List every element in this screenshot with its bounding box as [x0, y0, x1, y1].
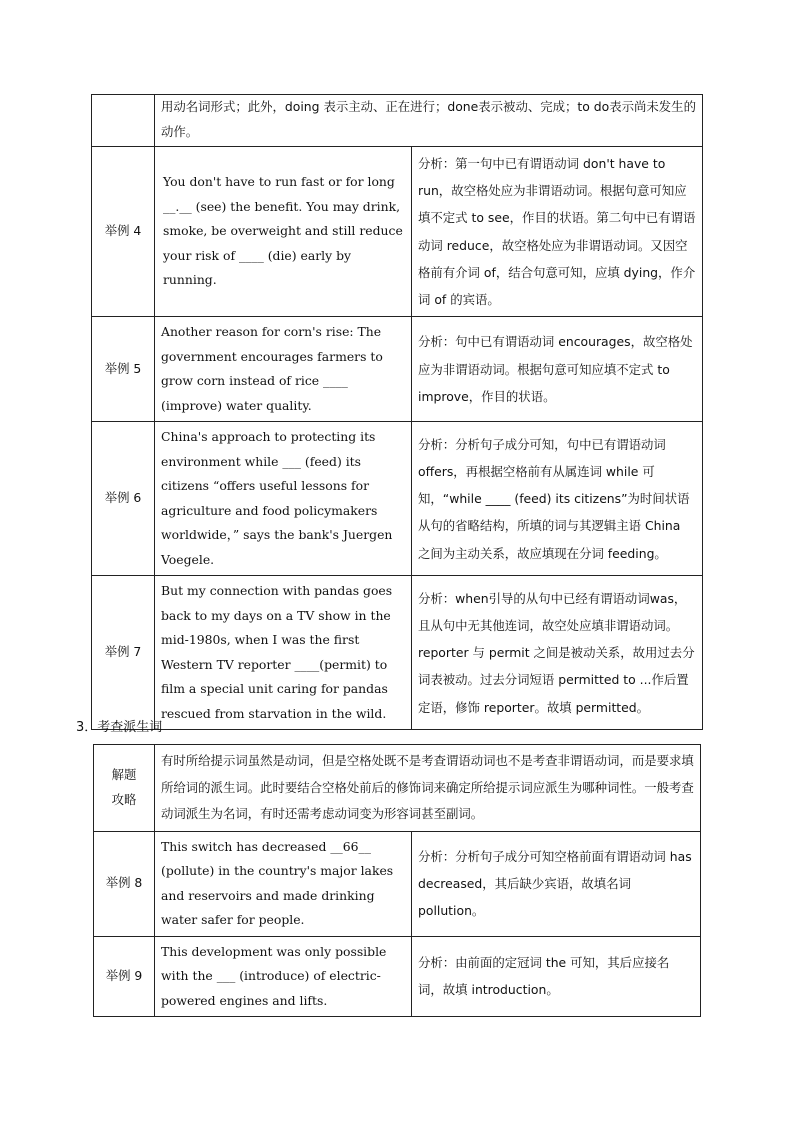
strategy-label: 解题攻略 [94, 745, 155, 832]
derivative-word-table [93, 744, 701, 1017]
table-row [92, 422, 703, 576]
example-analysis: 分析：分析句子成分可知空格前面有谓语动词 has decreased，其后缺少宾语，故填名词 pollution。 [412, 831, 701, 936]
example-analysis: 分析：第一句中已有谓语动词 don't have to run，故空格处应为非谓语动词。根据句意可知应填不定式 to see，作目的状语。第二句中已有谓语动词 reduce，故空格处应为非谓语动词。又因空格前有介词 of，结合句意可知，应填 dying，作介词 of 的宾语。 [412, 147, 703, 317]
example-label: 举例 6 [92, 422, 155, 576]
example-analysis: 分析：由前面的定冠词 the 可知，其后应接名词，故填 introduction。 [412, 936, 701, 1017]
example-sentence: China's approach to protecting its environment while ___ (feed) its citizens “offers useful lessons for agriculture and food policymakers worldwide，” says the bank's Juergen Voegele. [155, 422, 412, 576]
strategy-text: 有时所给提示词虽然是动词，但是空格处既不是考查谓语动词也不是考查非谓语动词，而是要求填所给词的派生词。此时要结合空格处前后的修饰词来确定所给提示词应派生为哪种词性。一般考查动词派生为名词，有时还需考虑动词变为形容词甚至副词。 [155, 745, 701, 832]
example-analysis: 分析：when引导的从句中已经有谓语动词was，且从句中无其他连词，故空处应填非谓语动词。reporter 与 permit 之间是被动关系，故用过去分词表被动。过去分词短语 permitted to ...作后置定语，修饰 reporter。故填 permitted。 [412, 576, 703, 730]
table-row [94, 831, 701, 936]
example-label: 举例 9 [94, 936, 155, 1017]
table-row [94, 936, 701, 1017]
table-row [92, 576, 703, 730]
table-row [92, 147, 703, 317]
example-sentence: This development was only possible with the ___ (introduce) of electric-powered engines and lifts. [155, 936, 412, 1017]
example-label: 举例 4 [92, 147, 155, 317]
example-label: 举例 8 [94, 831, 155, 936]
example-analysis: 分析：句中已有谓语动词 encourages，故空格处应为非谓语动词。根据句意可知应填不定式 to improve，作目的状语。 [412, 317, 703, 422]
example-sentence: Another reason for corn's rise: The government encourages farmers to grow corn instead of rice ____ (improve) water quality. [155, 317, 412, 422]
example-sentence: You don't have to run fast or for long __.__ (see) the benefit. You may drink, smoke, be overweight and still reduce your risk of ____ (die) early by running. [155, 147, 412, 317]
example-sentence: This switch has decreased __66__ (pollute) in the country's major lakes and reservoirs and made drinking water safer for people. [155, 831, 412, 936]
example-label: 举例 7 [92, 576, 155, 730]
example-label: 举例 5 [92, 317, 155, 422]
example-analysis: 分析：分析句子成分可知，句中已有谓语动词 offers，再根据空格前有从属连词 while 可知，“while ____ (feed) its citizens”为时间状语从句的省略结构，所填的词与其逻辑主语 China 之间为主动关系，故应填现在分词 feeding。 [412, 422, 703, 576]
table-row [92, 317, 703, 422]
section-heading: 3．考查派生词 [76, 720, 163, 735]
table-row [92, 95, 703, 147]
nonfinite-verb-table [91, 94, 703, 730]
empty-label-cell [92, 95, 155, 147]
example-sentence: But my connection with pandas goes back to my days on a TV show in the mid-1980s, when I was the first Western TV reporter ____(permit) to film a special unit caring for pandas rescued from starvation in the wild. [155, 576, 412, 730]
table-row [94, 745, 701, 832]
intro-text: 用动名词形式；此外，doing 表示主动、正在进行；done表示被动、完成；to do表示尚未发生的动作。 [155, 95, 703, 147]
